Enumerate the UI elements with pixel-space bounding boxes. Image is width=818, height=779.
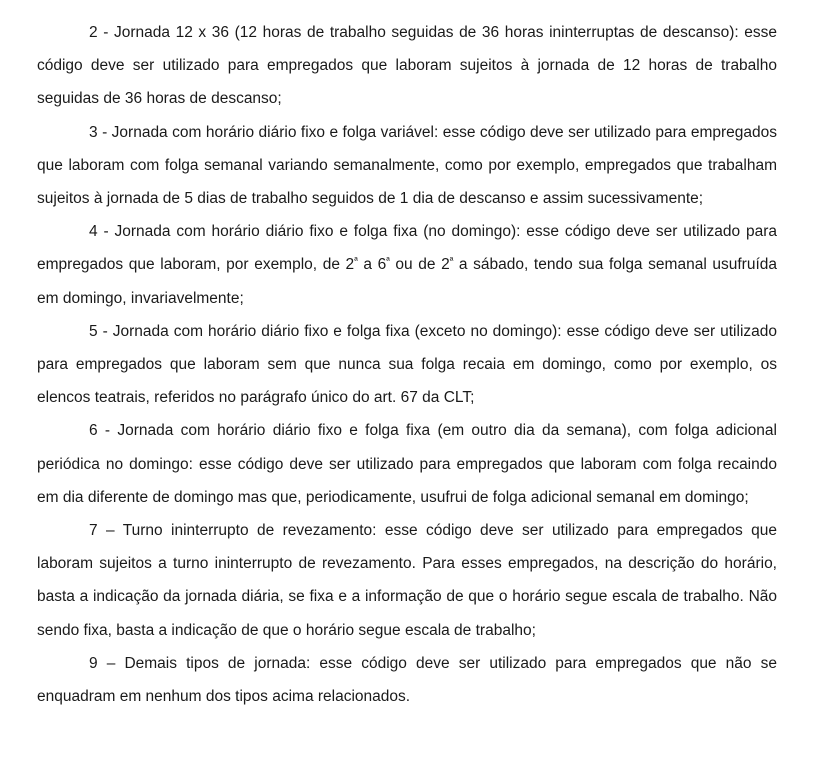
paragraph-turno-ininterrupto bbox=[37, 514, 777, 647]
paragraph-folga-variavel bbox=[37, 116, 777, 216]
paragraph-text-part: ou de 2 bbox=[389, 256, 450, 274]
paragraph-text: 9 – Demais tipos de jornada: esse código deve ser utilizado para empregados que não se enquadram em nenhum dos tipos acima relacionados. bbox=[37, 654, 777, 706]
paragraph-jornada-12x36 bbox=[37, 16, 777, 116]
paragraph-outro-dia-semana bbox=[37, 414, 777, 514]
paragraph-text: 5 - Jornada com horário diário fixo e folga fixa (exceto no domingo): esse código deve ser utilizado para empregados que laboram sem que nunca sua folga recaia em domingo, como por exemplo, os elencos teatrais, referidos no parágrafo único do art. 67 da CLT; bbox=[37, 322, 777, 407]
paragraph-text: 2 - Jornada 12 x 36 (12 horas de trabalho seguidas de 36 horas ininterruptas de descanso): esse código deve ser utilizado para empregados que laboram sujeitos à jornada de 12 horas de trabalho seguidas de 36 horas de descanso; bbox=[37, 24, 777, 108]
paragraph-demais-tipos bbox=[37, 647, 777, 713]
paragraph-folga-fixa-domingo bbox=[37, 215, 777, 315]
paragraph-text: 6 - Jornada com horário diário fixo e folga fixa (em outro dia da semana), com folga adicional periódica no domingo: esse código deve ser utilizado para empregados que laboram com folga recaindo em dia diferente de domingo mas que, periodicamente, usufrui de folga adicional semanal em domingo; bbox=[37, 422, 777, 506]
ordinal-indicator: ª bbox=[386, 256, 390, 268]
paragraph-text-part: a sábado, tendo sua folga semanal usufruída em domingo, invariavelmente; bbox=[37, 256, 778, 307]
ordinal-indicator: ª bbox=[354, 256, 358, 268]
ordinal-indicator: ª bbox=[449, 256, 454, 268]
paragraph-exceto-domingo bbox=[37, 315, 777, 415]
paragraph-text-part: a 6 bbox=[357, 256, 387, 274]
paragraph-text: 3 - Jornada com horário diário fixo e folga variável: esse código deve ser utilizado para empregados que laboram com folga semanal variando semanalmente, como por exemplo, empregados que trabalham sujeitos à jornada de 5 dias de trabalho seguidos de 1 dia de descanso e assim sucessivamente; bbox=[37, 123, 777, 208]
paragraph-text: 7 – Turno ininterrupto de revezamento: esse código deve ser utilizado para empregados que laboram sujeitos a turno ininterrupto de revezamento. Para esses empregados, na descrição do horário, basta a indicação da jornada diária, se fixa e a informação de que o horário segue escala de trabalho. Não sendo fixa, basta a indicação de que o horário segue escala de trabalho; bbox=[37, 522, 777, 639]
paragraph-text-part: 4 - Jornada com horário diário fixo e folga fixa (no domingo): esse código deve ser utilizado para empregados que laboram, por exemplo, de 2 bbox=[37, 223, 777, 274]
document-body bbox=[37, 16, 777, 713]
